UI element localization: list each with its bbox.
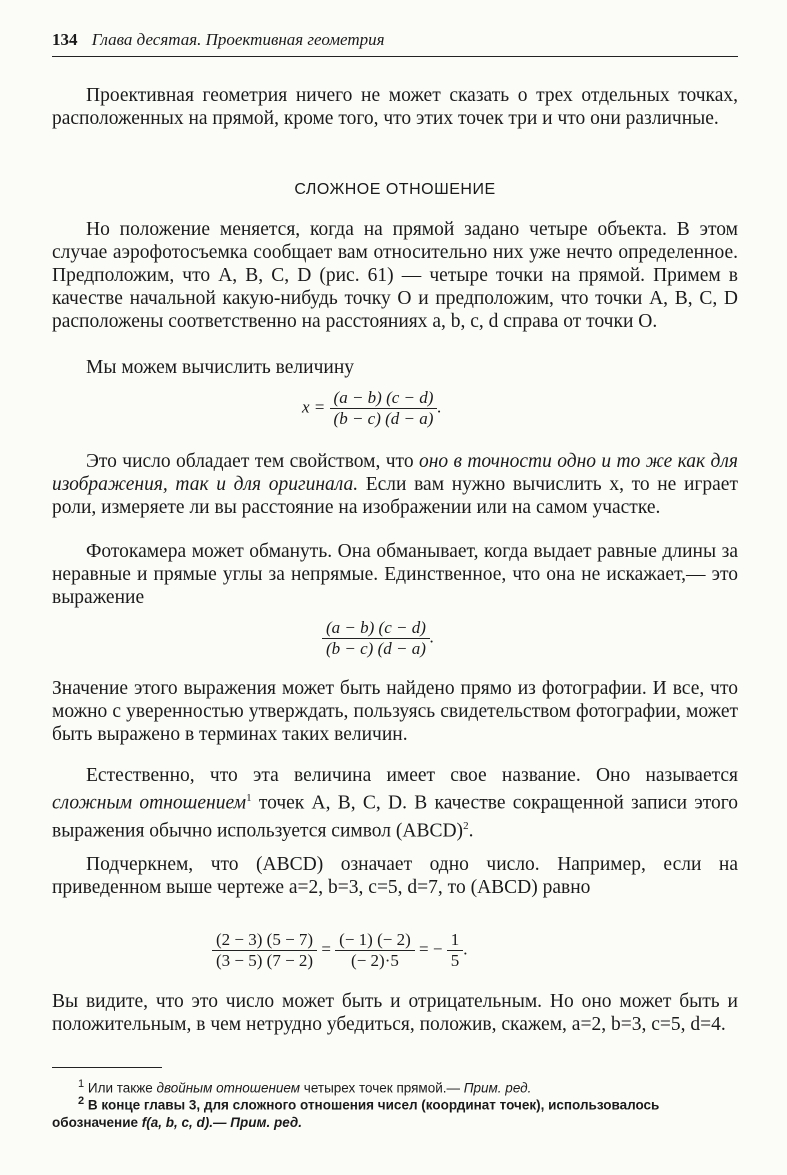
text: Естественно, что эта величина имеет свое название. Оно называется [86,765,738,786]
paragraph-name [52,764,738,842]
numerator: (− 1) (− 2) [335,930,415,951]
numerator: (a − b) (c − d) [330,388,438,409]
formula-period: . [429,627,435,647]
denominator: (3 − 5) (7 − 2) [216,951,314,970]
section-heading: СЛОЖНОЕ ОТНОШЕНИЕ [294,181,496,198]
footnote-mark: 2 [78,1095,85,1107]
denominator: (b − c) (d − a) [333,409,434,428]
emphasis: сложным отношением [52,792,247,814]
running-header [52,30,738,57]
denominator: (b − c) (d − a) [326,639,426,658]
fraction [212,930,317,971]
paragraph-camera: Фотокамера может обмануть. Она обманывает, когда выдает равные длины за неравные и прямые углы за непрямые. Единственное, что она не искажает,— это выражение [52,541,738,608]
formula-lhs: x = [302,397,326,417]
emphasis: f(a, b, c, d).— Прим. ред. [141,1114,302,1130]
text: . [468,820,474,841]
fraction [322,618,430,659]
formula-expression [322,618,434,659]
formula-period: . [463,939,468,959]
text: Это число обладает тем свойством, что [86,451,419,472]
fraction [335,930,415,971]
paragraph-compute: Мы можем вычислить величину [86,357,355,378]
footnote-2 [52,1093,738,1131]
paragraph-intro: Проективная геометрия ничего не может сказать о трех отдельных точках, расположенных на прямой, кроме того, что этих точек три и что они различные. [52,85,738,129]
denominator: (− 2)·5 [351,951,399,970]
footnote-divider [52,1067,162,1068]
emphasis: Прим. ред. [463,1080,532,1096]
emphasis: двойным отношением [156,1080,301,1096]
paragraph-example: Подчеркнем, что (ABCD) означает одно число. Например, если на приведенном выше чертеже a=2, b=3, c=5, d=7, то (ABCD) равно [52,854,738,898]
page-number: 134 [52,30,78,49]
numerator: (a − b) (c − d) [322,618,430,639]
equals-sign: = [321,939,331,959]
text: четырех точек прямой.— [300,1080,464,1096]
paragraph-invariance [52,450,738,519]
formula-period: . [437,397,442,417]
paragraph-positions: Но положение меняется, когда на прямой задано четыре объекта. В этом случае аэрофотосъемка сообщает вам относительно них уже нечто определенное. Предположим, что A, B, C, D (рис. 61) — четыре точки на прямой. Примем в качестве начальной какую-нибудь точку O и предположим, что точки A, B, C, D расположены соответственно на расстояниях a, b, c, d справа от точки O. [52,219,738,332]
numerator: 1 [447,930,464,951]
paragraph-photo: Значение этого выражения может быть найдено прямо из фотографии. И все, что можно с уверенностью утверждать, пользуясь свидетельством фотографии, может быть выражено в терминах таких величин. [52,678,738,745]
fraction [330,388,438,429]
text: Если вам нужно вычислить x, то не играет роли, измеряете ли вы расстояние на изображении или на самом участке. [52,474,738,518]
formula-x [302,388,442,429]
equals-minus: = − [419,939,443,959]
formula-example [212,930,467,971]
text: Или также [84,1080,157,1096]
numerator: (2 − 3) (5 − 7) [212,930,317,951]
denominator: 5 [450,951,460,970]
paragraph-negative: Вы видите, что это число может быть и отрицательным. Но оно может быть и положительным, в чем нетрудно убедиться, положив, скажем, a=2, b=3, c=5, d=4. [52,991,738,1035]
footnote-ref: 1 [246,792,252,804]
fraction [447,930,464,971]
footnote-ref: 2 [463,819,469,832]
emphasis: оно в точности одно и то же как для изображения, так и для оригинала. [52,451,738,495]
footnote-mark: 1 [78,1078,85,1090]
text: В конце главы 3, для сложного отношения чисел (координат точек), использовалось обозначение [52,1097,660,1130]
chapter-title: Глава десятая. Проективная геометрия [91,30,385,49]
text: точек A, B, C, D. В качестве сокращенной записи этого выражения обычно используется символ (ABCD) [52,792,738,841]
